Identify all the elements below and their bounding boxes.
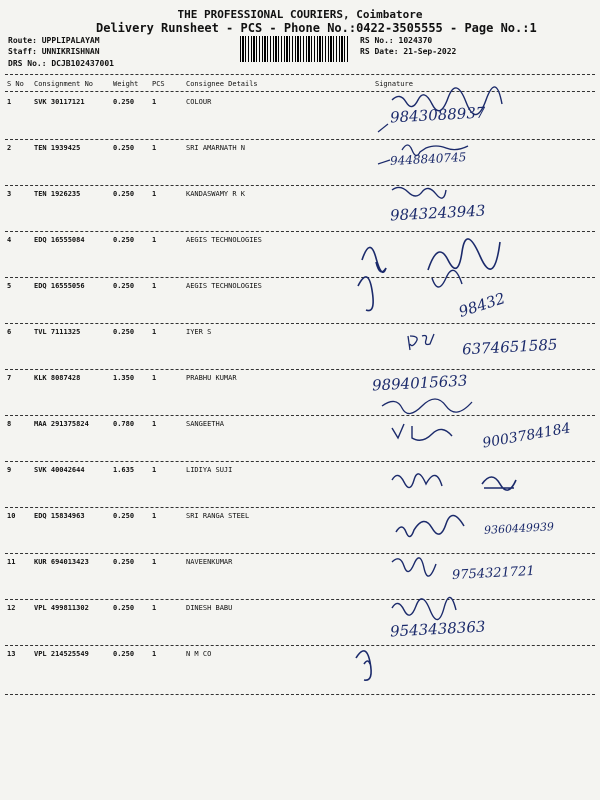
row-sno: 12 (7, 604, 16, 612)
row-sno: 9 (7, 466, 12, 474)
col-header-consignment: Consignment No (34, 80, 94, 88)
col-header-signature: Signature (375, 80, 413, 88)
row-consignee: NAVEENKUMAR (186, 558, 233, 566)
signature-phone: 9843088937 (389, 103, 486, 127)
signature-phone: 9448840745 (389, 150, 467, 168)
signature-phone: 9003784184 (481, 420, 572, 452)
row-divider (5, 694, 595, 695)
row-signature (372, 598, 592, 642)
row-signature (372, 506, 592, 550)
row-sno: 1 (7, 98, 12, 106)
barcode-image (240, 36, 350, 62)
signature-phone: 9360449939 (483, 520, 555, 537)
row-pcs: 1 (152, 374, 157, 382)
row-signature (372, 414, 592, 458)
signature-phone: 98432 (456, 289, 508, 321)
row-weight: 1.350 (113, 374, 135, 382)
row-pcs: 1 (152, 144, 157, 152)
signature-phone: 9754321721 (451, 563, 536, 584)
row-weight: 0.250 (113, 236, 135, 244)
row-consignee: AEGIS TECHNOLOGIES (186, 282, 262, 290)
row-consignment-no: SVK 40042644 (34, 466, 85, 474)
drs-number: DRS No.: DCJB102437001 (8, 59, 114, 68)
row-pcs: 1 (152, 604, 157, 612)
signature-phone: 9894015633 (371, 371, 468, 395)
row-consignee: LIDIYA SUJI (186, 466, 233, 474)
table-row (0, 650, 600, 696)
row-consignee: PRABHU KUMAR (186, 374, 237, 382)
row-consignee: SRI RANGA STEEL (186, 512, 250, 520)
row-weight: 0.250 (113, 328, 135, 336)
col-header-weight: Weight (113, 80, 139, 88)
row-weight: 0.250 (113, 144, 135, 152)
col-header-consignee: Consignee Details (186, 80, 258, 88)
row-pcs: 1 (152, 190, 157, 198)
row-sno: 4 (7, 236, 12, 244)
row-consignee: AEGIS TECHNOLOGIES (186, 236, 262, 244)
row-weight: 0.250 (113, 604, 135, 612)
row-sno: 2 (7, 144, 12, 152)
row-consignment-no: VPL 499811302 (34, 604, 89, 612)
row-consignment-no: VPL 214525549 (34, 650, 89, 658)
row-weight: 0.250 (113, 98, 135, 106)
rs-number: RS No.: 1024370 (360, 36, 433, 45)
row-sno: 3 (7, 190, 12, 198)
row-weight: 0.250 (113, 190, 135, 198)
row-pcs: 1 (152, 236, 157, 244)
row-consignee: SANGEETHA (186, 420, 224, 428)
signature-phone: 6374651585 (461, 335, 558, 359)
row-weight: 0.250 (113, 282, 135, 290)
row-weight: 0.250 (113, 512, 135, 520)
row-weight: 0.780 (113, 420, 135, 428)
row-pcs: 1 (152, 420, 157, 428)
header-rule-top (5, 74, 595, 75)
row-pcs: 1 (152, 466, 157, 474)
row-sno: 8 (7, 420, 12, 428)
route-label: Route: UPPLIPALAYAM (8, 36, 100, 45)
row-consignee: N M CO (186, 650, 212, 658)
row-weight: 0.250 (113, 558, 135, 566)
row-signature (372, 184, 592, 228)
row-pcs: 1 (152, 512, 157, 520)
rs-date: RS Date: 21-Sep-2022 (360, 47, 457, 56)
row-consignment-no: MAA 291375824 (34, 420, 89, 428)
runsheet-subtitle: Delivery Runsheet - PCS - Phone No.:0422-3505555 - Page No.:1 (96, 21, 537, 35)
row-consignee: IYER S (186, 328, 212, 336)
signature-phone: 9843243943 (389, 201, 486, 225)
row-pcs: 1 (152, 98, 157, 106)
row-sno: 5 (7, 282, 12, 290)
row-signature (372, 644, 592, 688)
col-header-sno: S No (7, 80, 24, 88)
row-signature (372, 92, 592, 136)
row-signature (372, 552, 592, 596)
row-signature (372, 368, 592, 412)
row-signature (372, 230, 592, 274)
row-weight: 0.250 (113, 650, 135, 658)
row-sno: 11 (7, 558, 16, 566)
row-consignee: SRI AMARNATH N (186, 144, 246, 152)
row-pcs: 1 (152, 650, 157, 658)
row-consignment-no: EDQ 15834963 (34, 512, 85, 520)
row-consignment-no: TEN 1926235 (34, 190, 81, 198)
row-weight: 1.635 (113, 466, 135, 474)
row-consignee: KANDASWAMY R K (186, 190, 246, 198)
row-consignment-no: TEN 1939425 (34, 144, 81, 152)
row-pcs: 1 (152, 328, 157, 336)
row-signature (372, 322, 592, 366)
row-signature (372, 460, 592, 504)
row-pcs: 1 (152, 282, 157, 290)
row-sno: 10 (7, 512, 16, 520)
row-signature (372, 138, 592, 182)
row-sno: 6 (7, 328, 12, 336)
row-consignment-no: EDQ 16555056 (34, 282, 85, 290)
company-title: THE PROFESSIONAL COURIERS, Coimbatore (177, 8, 423, 21)
row-sno: 7 (7, 374, 12, 382)
row-consignee: COLOUR (186, 98, 212, 106)
row-consignee: DINESH BABU (186, 604, 233, 612)
row-pcs: 1 (152, 558, 157, 566)
staff-label: Staff: UNNIKRISHNAN (8, 47, 100, 56)
signature-phone: 9543438363 (389, 617, 486, 641)
row-signature (372, 276, 592, 320)
row-consignment-no: SVK 30117121 (34, 98, 85, 106)
row-consignment-no: KLK 8087428 (34, 374, 81, 382)
row-consignment-no: KUR 694013423 (34, 558, 89, 566)
row-consignment-no: EDQ 16555084 (34, 236, 85, 244)
row-sno: 13 (7, 650, 16, 658)
row-consignment-no: TVL 7111325 (34, 328, 81, 336)
col-header-pcs: PCS (152, 80, 165, 88)
